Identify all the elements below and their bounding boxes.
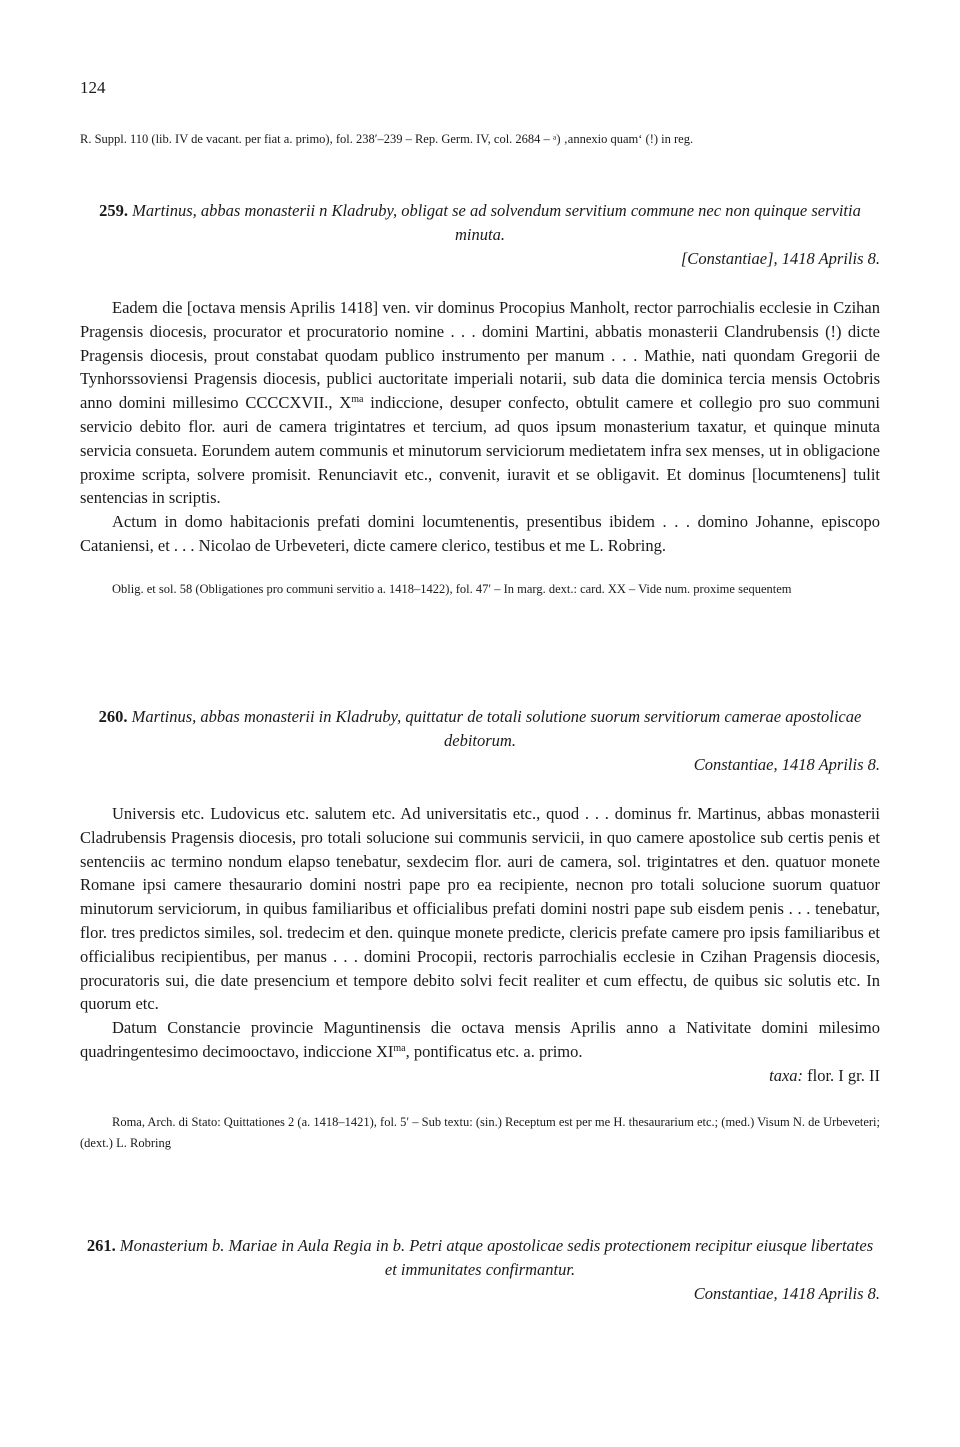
entry-heading <box>80 1234 880 1282</box>
entry-259 <box>80 199 880 600</box>
body-paragraph: Universis etc. Ludovicus etc. salutem etc. Ad universitatis etc., quod . . . dominus fr. Martinus, abbas monasterii Cladrubensis Pragensis diocesis, pro totali solucione sui communis servicii, in quo camere apostolice sub certis penis et sentenciis ac termino nondum elapso tenebatur, sexdecim flor. auri de camera, sol. trigintatres et den. quatuor monete Romane ipsi camere thesaurario domini nostri pape pro ea recipiente, necnon pro totali solucione suorum quatuor minutorum serviciorum, in quibus familiaribus et officialibus prefati domini nostri pape sub eisdem penis . . . tenebatur, flor. tres predictos similes, sol. tredecim et den. quinque monete predicte, clericis prefate camere pro ipsis familiaribus et officialibus recipientibus, per manus . . . domini Procopii, rectoris parrochialis ecclesie in Czihan Pragensis diocesis, procuratoris sui, die date presencium et tempore debito solvi fecit realiter et cum effectu, de quibus sic solutis etc. In quorum etc. <box>80 804 880 1014</box>
entry-number: 261. <box>86 1236 116 1255</box>
entry-number: 259. <box>99 201 129 220</box>
source-note: Oblig. et sol. 58 (Obligationes pro communi servitio a. 1418–1422), fol. 47′ – In marg. dext.: card. XX – Vide num. proxime sequentem <box>112 581 792 596</box>
entry-heading <box>80 705 880 753</box>
entry-summary: Martinus, abbas monasterii n Kladruby, obligat se ad solvendum servitium commune nec non quinque servitia minuta. <box>132 201 861 244</box>
entry-summary: Monasterium b. Mariae in Aula Regia in b. Petri atque apostolicae sedis protectionem recipitur eiusque libertates et immunitates confirmantur. <box>119 1236 874 1279</box>
entry-261 <box>80 1234 880 1306</box>
entry-body <box>80 802 880 1064</box>
page-number: 124 <box>80 78 106 97</box>
entry-date: Constantiae, 1418 Aprilis 8. <box>693 755 880 774</box>
entry-heading <box>80 199 880 247</box>
entry-date: Constantiae, 1418 Aprilis 8. <box>693 1284 880 1303</box>
body-paragraph: Actum in domo habitacionis prefati domini locumtenentis, presentibus ibidem . . . domino Johanne, episcopo Cataniensi, et . . . Nicolao de Urbeveteri, dicte camere clerico, testibus et me L. Robring. <box>80 512 880 555</box>
entry-number: 260. <box>98 707 128 726</box>
taxa-line: taxa: flor. I gr. II <box>769 1065 880 1085</box>
entry-summary: Martinus, abbas monasterii in Kladruby, quittatur de totali solutione suorum servitiorum camerae apostolicae debitorum. <box>131 707 862 750</box>
entry-260 <box>80 705 880 1154</box>
body-paragraph: Datum Constancie provincie Maguntinensis die octava mensis Aprilis anno a Nativitate domini milesimo quadringentesimo decimooctavo, indiccione $XI^{ma}$, pontificatus etc. a. primo. <box>80 1018 880 1061</box>
source-note: Roma, Arch. di Stato: Quittationes 2 (a. 1418–1421), fol. 5′ – Sub textu: (sin.) Receptum est per me H. thesaurarium etc.; (med.) Visum N. de Urbeveteri; (dext.) L. Robring <box>80 1114 880 1150</box>
entry-date: [Constantiae], 1418 Aprilis 8. <box>680 249 880 268</box>
body-paragraph: Eadem die [octava mensis Aprilis 1418] ven. vir dominus Procopius Manholt, rector parrochialis ecclesie in Czihan Pragensis diocesis, procurator et procuratorio nomine . . . domini Martini, abbatis monasterii Clandrubensis (!) dicte Pragensis diocesis, prout constabat quodam publico instrumento per manum . . . Mathie, nati quondam Gregorii de Tynhorssoviensi Pragensis diocesis, publici auctoritate imperiali notarii, sub data die dominica tercia mensis Octobris anno domini millesimo CCCCXVII., $X^{ma}$ indiccione, desuper confecto, obtulit camere et collegio pro suo communi servicio debito flor. auri de camera trigintatres et tercium, ad quos ipsum monasterium taxatur, et quinque minuta servicia consueta. Eorundem autem communis et minutorum serviciorum medietatem infra sex menses, ut in obligacione proxime scripta, solvere promisit. Renunciavit etc., convenit, iuravit et se obligavit. Et dominus [locumtenens] tulit sentencias in scriptis. <box>80 298 880 508</box>
source-note-top: R. Suppl. 110 (lib. IV de vacant. per fiat a. primo), fol. 238′–239 – Rep. Germ. IV, col. 2684 – ᵃ) ‚annexio quam‘ (!) in reg. <box>80 132 694 146</box>
entry-body <box>80 296 880 558</box>
